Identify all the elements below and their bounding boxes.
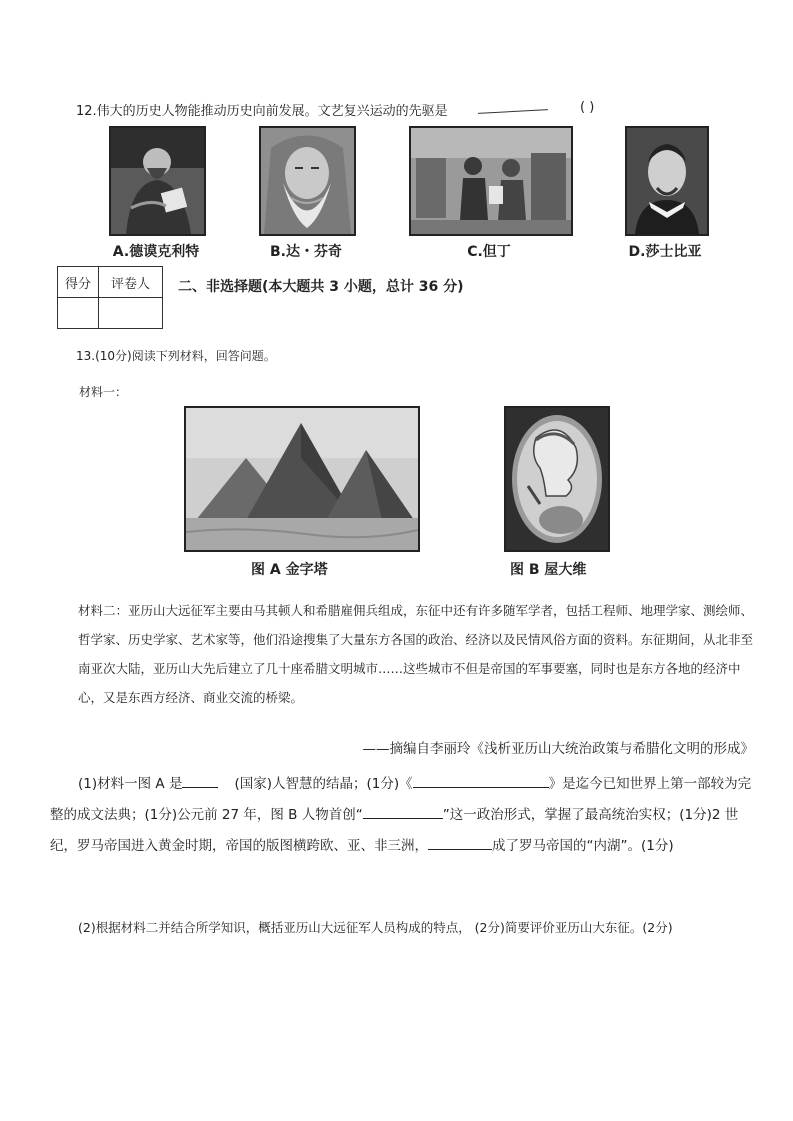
sub1-part5: 成了罗马帝国的“内湖”。(1分) — [492, 838, 674, 854]
material-1-label: 材料一： — [79, 385, 128, 399]
portrait-shakespeare-image — [625, 126, 709, 236]
sub-question-2: (2)根据材料二并结合所学知识，概括亚历山大远征军人员构成的特点， (2分)简要评价亚历山大东征。(2分) — [78, 920, 673, 935]
pyramid-image — [184, 406, 420, 552]
blank-inner-lake[interactable] — [428, 835, 492, 850]
figure-b-caption: 图 B 屋大维 — [510, 562, 587, 578]
figure-a-caption: 图 A 金字塔 — [251, 562, 328, 578]
blank-country[interactable] — [182, 773, 218, 788]
answer-parenthesis[interactable]: ( ) — [580, 100, 595, 115]
option-d-label[interactable]: D.莎士比亚 — [628, 244, 702, 260]
answer-underline — [478, 109, 548, 114]
portrait-da-vinci-image — [259, 126, 356, 236]
sub-question-1 — [50, 769, 756, 862]
question-12-stem: 12.伟大的历史人物能推动历史向前发展。文艺复兴运动的先驱是 — [76, 104, 448, 119]
option-c-label[interactable]: C.但丁 — [467, 244, 511, 260]
sub1-part3: 》是迄今已知世界上第一部较为完整的成文法典；(1分)公元前 27 年，图 B 人物首创“ — [50, 776, 752, 823]
material-2-text: 材料二：亚历山大远征军主要由马其顿人和希腊雇佣兵组成，东征中还有许多随军学者，包括工程师、地理学家、测绘师、哲学家、历史学家、艺术家等，他们沿途搜集了大量东方各国的政治、经济以及民情风俗方面的资料。东征期间，从北非至南亚次大陆，亚历山大先后建立了几十座希腊文明城市……这些城市不但是帝国的军事要塞，同时也是东方各地的经济中心，又是东西方经济、商业交流的桥梁。 — [78, 603, 754, 705]
octavian-coin-image — [504, 406, 610, 552]
blank-political-form[interactable] — [363, 804, 443, 819]
sub1-part1: (1)材料一图 A 是 — [78, 776, 183, 792]
painting-dante-image — [409, 126, 573, 236]
option-b-label[interactable]: B.达・芬奇 — [270, 244, 342, 260]
question-13-stem: 13.(10分)阅读下列材料，回答问题。 — [76, 349, 276, 363]
sub1-part2: (国家)人智慧的结晶；(1分)《 — [234, 776, 413, 792]
grader-header: 评卷人 — [99, 267, 163, 298]
blank-code-of-law[interactable] — [413, 773, 549, 788]
section-2-title: 二、非选择题(本大题共 3 小题，总计 36 分) — [178, 279, 464, 295]
score-header: 得分 — [58, 267, 99, 298]
sub1-part4: ”这一政治形式，掌握了最高统治实权；(1分)2 世纪，罗马帝国进入黄金时期，帝国的版图横跨欧、亚、非三洲， — [50, 807, 739, 854]
option-a-label[interactable]: A.德谟克利特 — [112, 244, 200, 260]
portrait-democritus-image — [109, 126, 206, 236]
material-2-source: ——摘编自李丽玲《浅析亚历山大统治政策与希腊化文明的形成》 — [362, 741, 754, 757]
score-cell[interactable] — [58, 298, 99, 329]
score-table — [57, 266, 163, 329]
grader-cell[interactable] — [99, 298, 163, 329]
